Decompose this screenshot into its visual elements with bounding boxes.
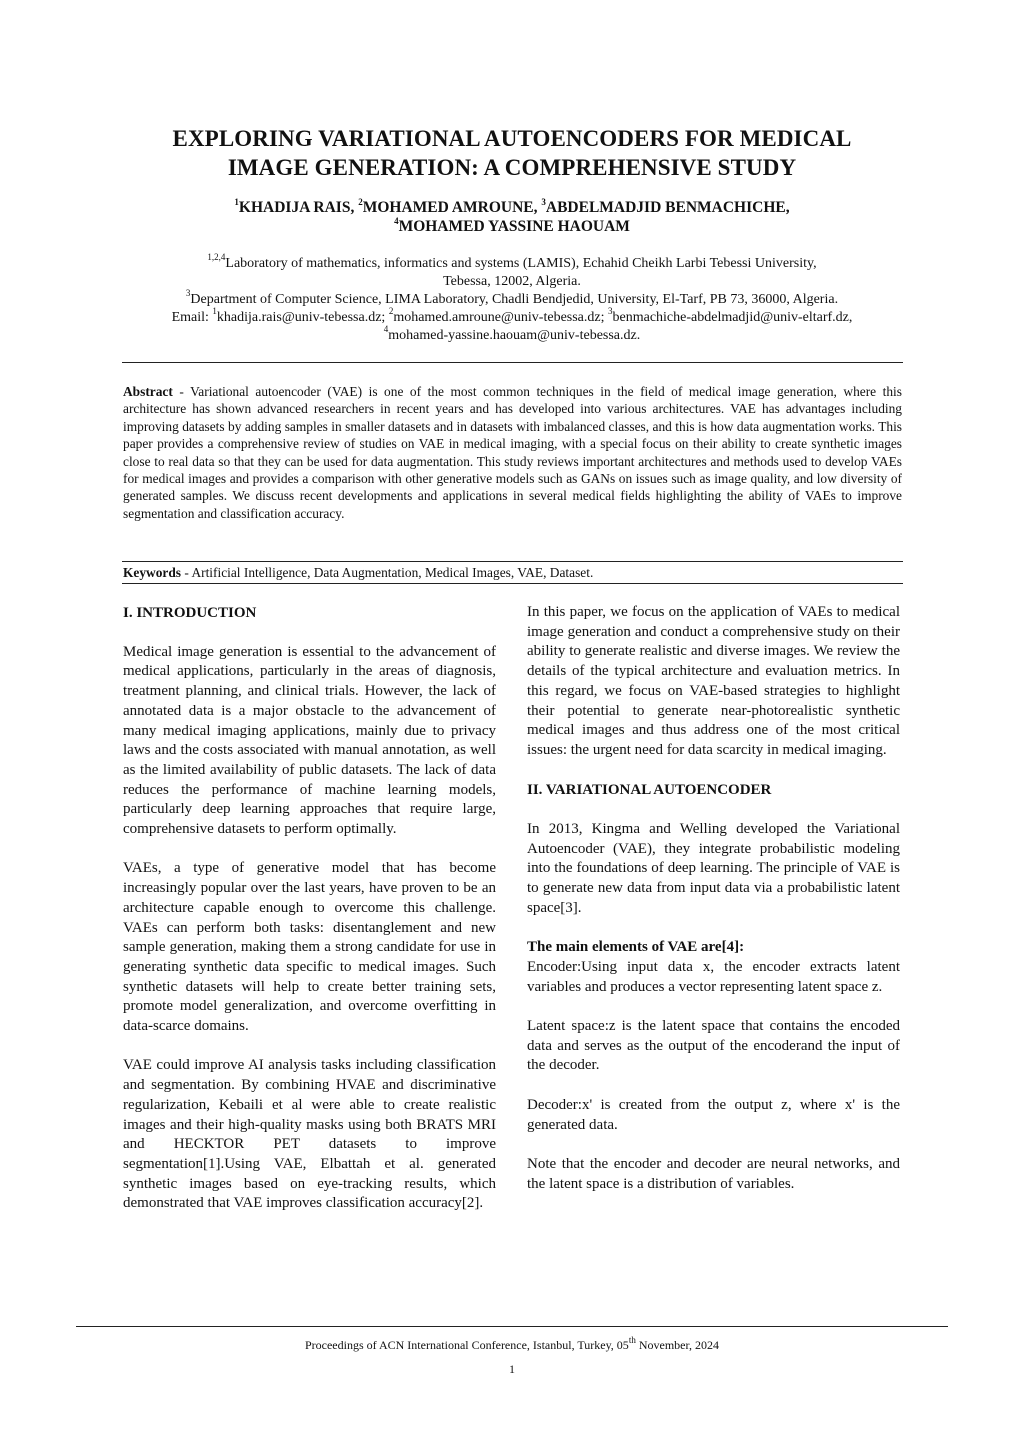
author-2-sup: 2 xyxy=(358,196,363,207)
vae-paragraph-1: In 2013, Kingma and Welling developed the Variational Autoencoder (VAE), they integrate probabilistic modeling into the foundations of deep learning. The principle of VAE is to generate new data from input data via a probabilistic latent space[3]. xyxy=(527,821,900,916)
intro-paragraph-2: VAEs, a type of generative model that has become increasingly popular over the last years, have proven to be an architecture capable enough to overcome this challenge. VAEs can perform both tasks: disentanglement and new sample generation, making them a strong candidate for use in generating synthetic data specific to medical images. Such synthetic datasets will help to create better training sets, promote model generalization, and overcome overfitting in data-scarce domains. xyxy=(123,860,496,1035)
author-3-name: ABDELMADJID BENMACHICHE, xyxy=(545,199,790,216)
author-3-sup: 3 xyxy=(541,196,546,207)
email-2[interactable]: mohamed.amroune@univ-tebessa.dz; xyxy=(393,310,605,325)
affiliation-1-line-1: Laboratory of mathematics, informatics and systems (LAMIS), Echahid Cheikh Larbi Tebessi University, xyxy=(225,256,817,271)
abstract-label: Abstract xyxy=(123,384,173,399)
footer-sup: th xyxy=(628,1335,636,1345)
vae-elements-heading: The main elements of VAE are[4]: xyxy=(527,939,745,956)
paper-title xyxy=(100,124,924,182)
right-column xyxy=(527,603,900,1214)
keywords xyxy=(123,564,902,581)
vae-note: Note that the encoder and decoder are neural networks, and the latent space is a distribution of variables. xyxy=(527,1155,900,1192)
left-column xyxy=(123,603,496,1234)
page-number: 1 xyxy=(509,1362,515,1376)
abstract xyxy=(123,383,902,522)
email-3-sup: 3 xyxy=(608,306,613,317)
footer-text-after: November, 2024 xyxy=(635,1338,719,1352)
author-4-sup: 4 xyxy=(394,215,399,226)
email-4-sup: 4 xyxy=(383,324,389,335)
footer-rule xyxy=(76,1326,948,1327)
vae-latent-space: Latent space:z is the latent space that contains the encoded data and serves as the output of the encoderand the input of the decoder. xyxy=(527,1018,900,1074)
rule-below-keywords xyxy=(122,583,903,584)
email-1[interactable]: khadija.rais@univ-tebessa.dz; xyxy=(216,310,386,325)
email-1-sup: 1 xyxy=(212,306,217,317)
keywords-text: - Artificial Intelligence, Data Augmentation, Medical Images, VAE, Dataset. xyxy=(181,565,594,580)
rule-above-abstract xyxy=(122,362,903,363)
title-line-1: EXPLORING VARIATIONAL AUTOENCODERS FOR MEDICAL xyxy=(172,126,852,151)
keywords-label: Keywords xyxy=(123,565,182,580)
intro-heading: I. INTRODUCTION xyxy=(123,605,257,621)
email-2-sup: 2 xyxy=(388,306,394,317)
affiliation-1-sup: 1,2,4 xyxy=(207,252,226,263)
intro-paragraph-3: VAE could improve AI analysis tasks including classification and segmentation. By combining HVAE and discriminative regularization, Kebaili et al were able to create realistic images and their high-quality masks using both BRATS MRI and HECKTOR PET datasets to improve segmentation[1].Using VAE, Elbattah et al. generated synthetic images based on eye-tracking results, which demonstrated that VAE improves classification accuracy[2]. xyxy=(123,1057,496,1212)
author-1-sup: 1 xyxy=(234,196,239,207)
intro-paragraph-1: Medical image generation is essential to the advancement of medical applications, particularly in the areas of diagnosis, treatment planning, and clinical trials. However, the lack of annotated data is a major obstacle to the advancement of many medical imaging applications, mainly due to privacy laws and the costs associated with manual annotation, as well as the limited availability of public datasets. The lack of data reduces the performance of machine learning models, particularly deep learning approaches that require large, comprehensive datasets to perform optimally. xyxy=(123,643,496,838)
affiliation-2-sup: 3 xyxy=(185,288,191,299)
affiliation-1-line-2: Tebessa, 12002, Algeria. xyxy=(443,274,581,289)
rule-above-keywords xyxy=(122,561,903,562)
email-label: Email: xyxy=(171,310,209,325)
author-list xyxy=(120,198,904,236)
vae-encoder: Encoder:Using input data x, the encoder extracts latent variables and produces a vector representing latent space z. xyxy=(527,958,900,995)
vae-heading: II. VARIATIONAL AUTOENCODER xyxy=(527,782,772,799)
author-4-name: MOHAMED YASSINE HAOUAM xyxy=(398,218,630,235)
author-2-name: MOHAMED AMROUNE, xyxy=(362,199,538,216)
affiliation-2-text: Department of Computer Science, LIMA Laboratory, Chadli Bendjedid, University, El-Tarf, PB 73, 36000, Algeria. xyxy=(190,292,839,307)
email-4[interactable]: mohamed-yassine.haouam@univ-tebessa.dz. xyxy=(388,328,641,343)
footer xyxy=(0,1337,1024,1353)
abstract-text: - Variational autoencoder (VAE) is one of the most common techniques in the field of medical image generation, where this architecture has shown advanced researchers in recent years and has developed into various architectures. VAE has advantages including improving datasets by adding samples in smaller datasets and in datasets with imbalanced classes, and this is how data augmentation works. This paper provides a comprehensive review of studies on VAE in medical imaging, with a special focus on their ability to create synthetic images close to real data so that they can be used for data augmentation. This study reviews important architectures and methods used to develop VAEs for medical images and provides a comparison with other generative models such as GANs on issues such as image quality, and low diversity of generated samples. We discuss recent developments and applications in several medical fields highlighting the ability of VAEs to improve segmentation and classification accuracy. xyxy=(123,384,902,521)
affiliations xyxy=(110,252,914,345)
author-1-name: KHADIJA RAIS, xyxy=(238,199,355,216)
title-line-2: IMAGE GENERATION: A COMPREHENSIVE STUDY xyxy=(227,155,797,180)
intro-paragraph-4: In this paper, we focus on the application of VAEs to medical image generation and conduct a comprehensive study on their ability to generate realistic and diverse images. We review the details of the typical architecture and evaluation metrics. In this regard, we focus on VAE-based strategies to highlight their potential to generate near-photorealistic synthetic medical images and thus address one of the most critical issues: the urgent need for data scarcity in medical imaging. xyxy=(527,604,900,758)
vae-decoder: Decoder:x' is created from the output z, where x' is the generated data. xyxy=(527,1096,900,1133)
email-3[interactable]: benmachiche-abdelmadjid@univ-eltarf.dz, xyxy=(612,310,853,325)
footer-text-before: Proceedings of ACN International Conference, Istanbul, Turkey, 05 xyxy=(304,1338,629,1352)
